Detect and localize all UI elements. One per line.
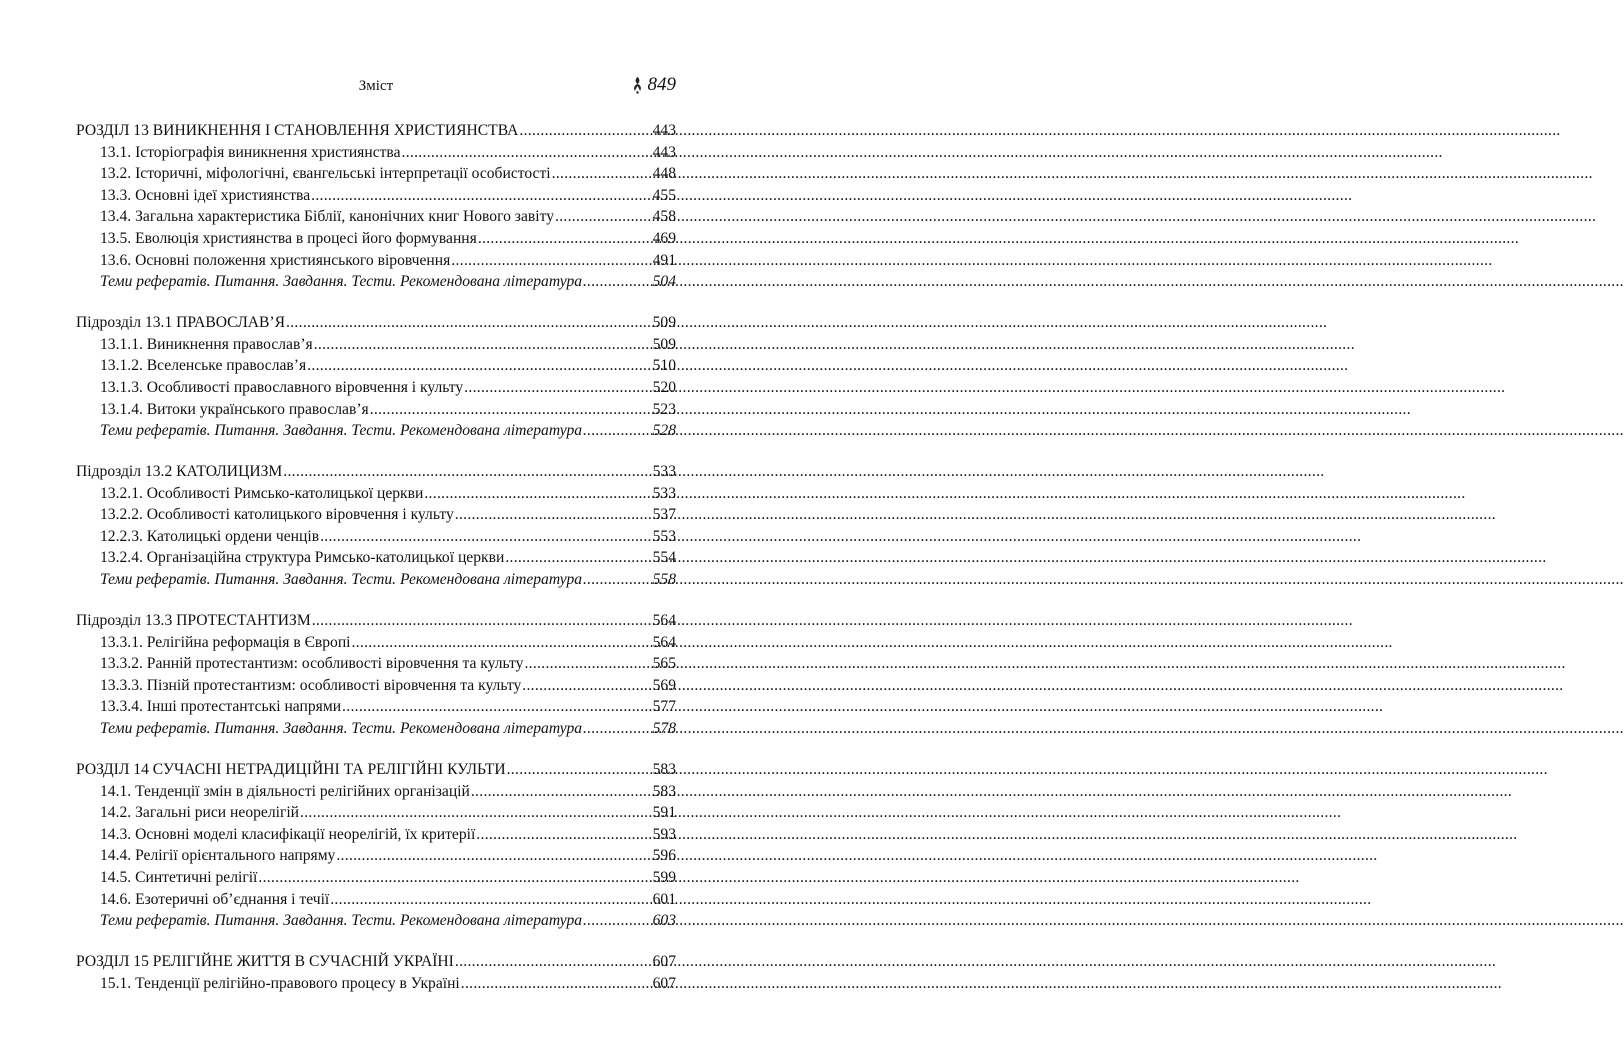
toc-group	[76, 312, 676, 442]
toc-section-entry	[76, 610, 676, 632]
toc-subsection-entry	[76, 845, 676, 867]
toc-entry-page: 509	[652, 335, 676, 353]
toc-entry-title: 13.1.2. Вселенське православ’я	[100, 357, 307, 375]
dot-leader	[583, 910, 652, 932]
toc-group	[76, 461, 676, 591]
toc-subsection-entry	[76, 973, 676, 995]
toc-entry-page: 603	[652, 912, 676, 930]
toc-entry-page: 528	[652, 422, 676, 440]
toc-supplement-entry	[76, 420, 676, 442]
dot-leader	[342, 696, 652, 718]
toc-supplement-entry	[76, 718, 676, 740]
toc-subsection-entry	[76, 867, 676, 889]
toc-entry-title: Теми рефератів. Питання. Завдання. Тести. Рекомендована література	[100, 720, 583, 738]
toc-supplement-entry	[76, 910, 676, 932]
toc-entry-page: 558	[652, 571, 676, 589]
toc-group	[76, 951, 676, 994]
toc-subsection-entry	[76, 399, 676, 421]
toc-entry-page: 469	[652, 229, 676, 247]
toc-subsection-entry	[76, 206, 676, 228]
toc-entry-page: 504	[652, 273, 676, 291]
toc-entry-title: 14.5. Синтетичні релігії	[100, 868, 258, 886]
toc-subsection-entry	[76, 781, 676, 803]
toc-entry-page: 583	[652, 761, 676, 778]
toc-entry-page: 554	[652, 549, 676, 567]
dot-leader	[519, 120, 651, 142]
toc-entry-page: 596	[652, 847, 676, 865]
dot-leader	[478, 228, 652, 250]
dot-leader	[314, 334, 652, 356]
toc-entry-title: 13.1.4. Витоки українського православ’я	[100, 400, 369, 418]
toc-entry-title: 14.4. Релігії орієнтального напряму	[100, 847, 336, 865]
dot-leader	[451, 250, 651, 272]
toc-subsection-entry	[76, 889, 676, 911]
toc-entry-page: 607	[652, 974, 676, 992]
toc-entry-page: 591	[652, 804, 676, 822]
toc-entry-page: 533	[652, 463, 676, 481]
dot-leader	[461, 973, 652, 995]
running-title: Зміст	[358, 78, 394, 94]
toc-entry-page: 510	[652, 357, 676, 375]
toc-entry-title: 13.2. Історичні, міфологічні, євангельські інтерпретації особистості	[100, 165, 551, 183]
dot-leader	[424, 483, 651, 505]
toc-section-entry	[76, 312, 676, 334]
toc-entry-title: 13.3. Основні ідеї християнства	[100, 186, 311, 204]
dot-leader	[312, 610, 652, 632]
toc-entry-title: 13.3.3. Пізній протестантизм: особливості віровчення та культу	[100, 676, 522, 694]
dot-leader	[286, 312, 652, 334]
toc-entry-page: 599	[652, 868, 676, 886]
toc-subsection-entry	[76, 334, 676, 356]
toc-subsection-entry	[76, 185, 676, 207]
toc-entry-page: 448	[652, 165, 676, 183]
dot-leader	[307, 355, 651, 377]
toc-entry-page: 564	[652, 633, 676, 651]
toc-section-entry	[76, 759, 676, 781]
toc-entry-title: Підрозділ 13.1 ПРАВОСЛАВ’Я	[76, 314, 286, 332]
dot-leader	[330, 889, 651, 911]
dot-leader	[464, 377, 651, 399]
toc-group	[76, 120, 676, 293]
toc-entry-page: 537	[652, 506, 676, 524]
toc-entry-title: 13.4. Загальна характеристика Біблії, канонічних книг Нового завіту	[100, 208, 554, 226]
toc-entry-page: 577	[652, 698, 676, 716]
toc-entry-title: Теми рефератів. Питання. Завдання. Тести. Рекомендована література	[100, 422, 583, 440]
toc-supplement-entry	[76, 271, 676, 293]
toc-entry-title: Теми рефератів. Питання. Завдання. Тести. Рекомендована література	[100, 273, 583, 291]
toc-entry-title: РОЗДІЛ 13 ВИНИКНЕННЯ І СТАНОВЛЕННЯ ХРИСТИЯНСТВА	[76, 122, 519, 139]
dot-leader	[552, 163, 652, 185]
toc-section-entry	[76, 951, 676, 973]
document-page	[0, 0, 750, 1059]
dot-leader	[583, 718, 652, 740]
dot-leader	[507, 759, 652, 781]
toc-section-entry	[76, 461, 676, 483]
dot-leader	[311, 185, 651, 207]
toc-subsection-entry	[76, 696, 676, 718]
toc-section-entry	[76, 120, 676, 142]
toc-entry-page: 607	[652, 953, 676, 971]
dot-leader	[583, 569, 652, 591]
toc-entry-title: 13.3.4. Інші протестантські напрями	[100, 698, 342, 716]
toc-entry-page: 583	[652, 782, 676, 800]
toc-subsection-entry	[76, 355, 676, 377]
toc-entry-title: 13.2.2. Особливості католицького віровчення і культу	[100, 506, 454, 524]
toc-subsection-entry	[76, 547, 676, 569]
toc-entry-title: 12.2.3. Католицькі ордени ченців	[100, 527, 320, 545]
dot-leader	[471, 781, 652, 803]
toc-subsection-entry	[76, 377, 676, 399]
toc-supplement-entry	[76, 569, 676, 591]
toc-subsection-entry	[76, 802, 676, 824]
dot-leader	[476, 824, 651, 846]
toc-subsection-entry	[76, 483, 676, 505]
toc-entry-title: 14.1. Тенденції змін в діяльності релігійних організацій	[100, 782, 470, 800]
toc-entry-title: РОЗДІЛ 15 РЕЛІГІЙНЕ ЖИТТЯ В СУЧАСНІЙ УКРАЇНІ	[76, 953, 454, 971]
dot-leader	[320, 526, 652, 548]
toc-entry-title: 13.2.4. Організаційна структура Римсько-католицької церкви	[100, 549, 505, 567]
toc-entry-page: 491	[652, 251, 676, 269]
toc-entry-title: 13.1.1. Виникнення православ’я	[100, 335, 313, 353]
dot-leader	[455, 504, 652, 526]
toc-entry-title: 14.2. Загальні риси неорелігій	[100, 804, 300, 822]
toc-entry-page: 533	[652, 484, 676, 502]
toc-entry-page: 601	[652, 890, 676, 908]
dot-leader	[505, 547, 651, 569]
dot-leader	[352, 632, 652, 654]
toc-entry-page: 520	[652, 378, 676, 396]
toc-subsection-entry	[76, 632, 676, 654]
toc-entry-page: 578	[652, 720, 676, 738]
toc-subsection-entry	[76, 526, 676, 548]
toc-subsection-entry	[76, 824, 676, 846]
toc-entry-page: 553	[652, 527, 676, 545]
decorative-ornament-icon	[631, 76, 644, 94]
dot-leader	[455, 951, 652, 973]
dot-leader	[258, 867, 651, 889]
toc-entry-title: Підрозділ 13.3 ПРОТЕСТАНТИЗМ	[76, 612, 311, 630]
toc-entry-page: 523	[652, 400, 676, 418]
toc-entry-page: 593	[652, 825, 676, 843]
table-of-contents	[76, 120, 676, 1014]
toc-entry-page: 443	[652, 122, 676, 139]
toc-group	[76, 759, 676, 932]
dot-leader	[583, 420, 652, 442]
toc-subsection-entry	[76, 250, 676, 272]
toc-entry-page: 458	[652, 208, 676, 226]
toc-entry-title: 13.1. Історіографія виникнення християнства	[100, 143, 401, 161]
toc-group	[76, 610, 676, 740]
toc-entry-title: 15.1. Тенденції релігійно-правового процесу в Україні	[100, 974, 460, 992]
toc-subsection-entry	[76, 504, 676, 526]
toc-subsection-entry	[76, 675, 676, 697]
toc-subsection-entry	[76, 163, 676, 185]
dot-leader	[283, 461, 651, 483]
toc-entry-title: 13.5. Еволюція християнства в процесі його формування	[100, 229, 477, 247]
dot-leader	[524, 653, 651, 675]
toc-entry-title: 13.3.1. Релігійна реформація в Європі	[100, 633, 351, 651]
toc-entry-page: 565	[652, 655, 676, 673]
page-number: 849	[647, 74, 676, 95]
toc-entry-title: Теми рефератів. Питання. Завдання. Тести. Рекомендована література	[100, 571, 583, 589]
toc-entry-page: 455	[652, 186, 676, 204]
toc-entry-title: 14.3. Основні моделі класифікації неорелігій, їх критерії	[100, 825, 476, 843]
toc-subsection-entry	[76, 653, 676, 675]
toc-entry-page: 569	[652, 676, 676, 694]
dot-leader	[402, 142, 652, 164]
toc-entry-title: 13.1.3. Особливості православного віровчення і культу	[100, 378, 464, 396]
toc-entry-page: 509	[652, 314, 676, 332]
toc-entry-title: 13.3.2. Ранній протестантизм: особливості віровчення та культу	[100, 655, 524, 673]
dot-leader	[583, 271, 652, 293]
toc-subsection-entry	[76, 228, 676, 250]
page-header	[76, 74, 676, 102]
toc-entry-title: Підрозділ 13.2 КАТОЛИЦИЗМ	[76, 463, 283, 481]
toc-entry-page: 443	[652, 143, 676, 161]
toc-entry-title: РОЗДІЛ 14 СУЧАСНІ НЕТРАДИЦІЙНІ ТА РЕЛІГІЙНІ КУЛЬТИ	[76, 761, 506, 778]
toc-entry-title: 14.6. Езотеричні об’єднання і течії	[100, 890, 330, 908]
dot-leader	[300, 802, 652, 824]
toc-entry-title: Теми рефератів. Питання. Завдання. Тести. Рекомендована література	[100, 912, 583, 930]
toc-entry-page: 564	[652, 612, 676, 630]
dot-leader	[370, 399, 652, 421]
toc-entry-title: 13.6. Основні положення християнського віровчення	[100, 251, 451, 269]
dot-leader	[336, 845, 651, 867]
dot-leader	[522, 675, 651, 697]
dot-leader	[555, 206, 652, 228]
page-number-area	[631, 74, 677, 96]
toc-subsection-entry	[76, 142, 676, 164]
toc-entry-title: 13.2.1. Особливості Римсько-католицької церкви	[100, 484, 424, 502]
